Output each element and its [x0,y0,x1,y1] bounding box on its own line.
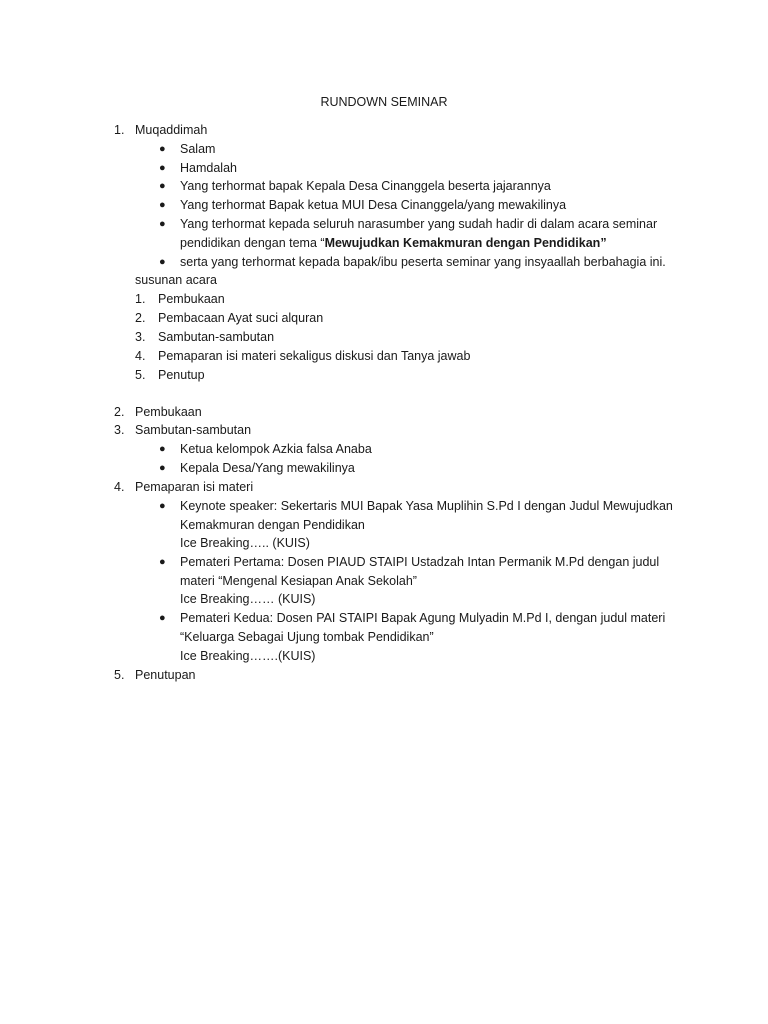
agenda-number: 2. [135,311,146,325]
list-item: Kepala Desa/Yang mewakilinya [180,461,355,475]
agenda-number: 1. [135,292,146,306]
section-2-number: 2. [114,405,125,419]
list-item: Ketua kelompok Azkia falsa Anaba [180,442,372,456]
list-item: Hamdalah [180,161,237,175]
bullet-icon: ● [159,612,166,624]
list-item: Keynote speaker: Sekertaris MUI Bapak Yasa Muplihin S.Pd I dengan Judul Mewujudkan [180,499,673,513]
bullet-icon: ● [159,143,166,155]
ice-breaking: Ice Breaking…….(KUIS) [180,649,316,663]
list-item: Pemateri Kedua: Dosen PAI STAIPI Bapak Agung Mulyadin M.Pd I, dengan judul materi [180,611,666,625]
bullet-icon: ● [159,500,166,512]
bullet-icon: ● [159,218,166,230]
bullet-icon: ● [159,462,166,474]
section-3-heading: Sambutan-sambutan [135,423,252,437]
section-1-heading: Muqaddimah [135,123,208,137]
list-item: Yang terhormat bapak Kepala Desa Cinanggela beserta jajarannya [180,179,551,193]
document-title: RUNDOWN SEMINAR [320,95,448,109]
agenda-number: 3. [135,330,146,344]
section-5-heading: Penutupan [135,668,196,682]
ice-breaking: Ice Breaking…… (KUIS) [180,592,316,606]
bullet-icon: ● [159,443,166,455]
bullet-icon: ● [159,180,166,192]
bullet-icon: ● [159,199,166,211]
seminar-theme: Mewujudkan Kemakmuran dengan Pendidikan” [324,236,607,250]
agenda-number: 5. [135,368,146,382]
bullet-icon: ● [159,256,166,268]
list-item: Pemateri Pertama: Dosen PIAUD STAIPI Ustadzah Intan Permanik M.Pd dengan judul [180,555,660,569]
agenda-item: Pembacaan Ayat suci alquran [158,311,324,325]
section-3-number: 3. [114,423,125,437]
agenda-item: Pembukaan [158,292,225,306]
section-4-heading: Pemaparan isi materi [135,480,254,494]
agenda-item: Sambutan-sambutan [158,330,275,344]
list-item-continuation: Kemakmuran dengan Pendidikan [180,518,365,532]
section-5-number: 5. [114,668,125,682]
list-item: Yang terhormat Bapak ketua MUI Desa Cinanggela/yang mewakilinya [180,198,567,212]
section-1-number: 1. [114,123,125,137]
list-item: serta yang terhormat kepada bapak/ibu peserta seminar yang insyaallah berbahagia ini. [180,255,666,269]
list-item: Salam [180,142,216,156]
bullet-icon: ● [159,556,166,568]
agenda-item: Pemaparan isi materi sekaligus diskusi dan Tanya jawab [158,349,471,363]
list-item-continuation [180,234,607,252]
agenda-label: susunan acara [135,273,218,287]
theme-intro: pendidikan dengan tema “ [180,236,325,250]
agenda-item: Penutup [158,368,205,382]
list-item-continuation: materi “Mengenal Kesiapan Anak Sekolah” [180,574,417,588]
list-item: Yang terhormat kepada seluruh narasumber yang sudah hadir di dalam acara seminar [180,217,658,231]
section-2-heading: Pembukaan [135,405,202,419]
ice-breaking: Ice Breaking….. (KUIS) [180,536,310,550]
bullet-icon: ● [159,162,166,174]
section-4-number: 4. [114,480,125,494]
list-item-continuation: “Keluarga Sebagai Ujung tombak Pendidikan” [180,630,434,644]
agenda-number: 4. [135,349,146,363]
